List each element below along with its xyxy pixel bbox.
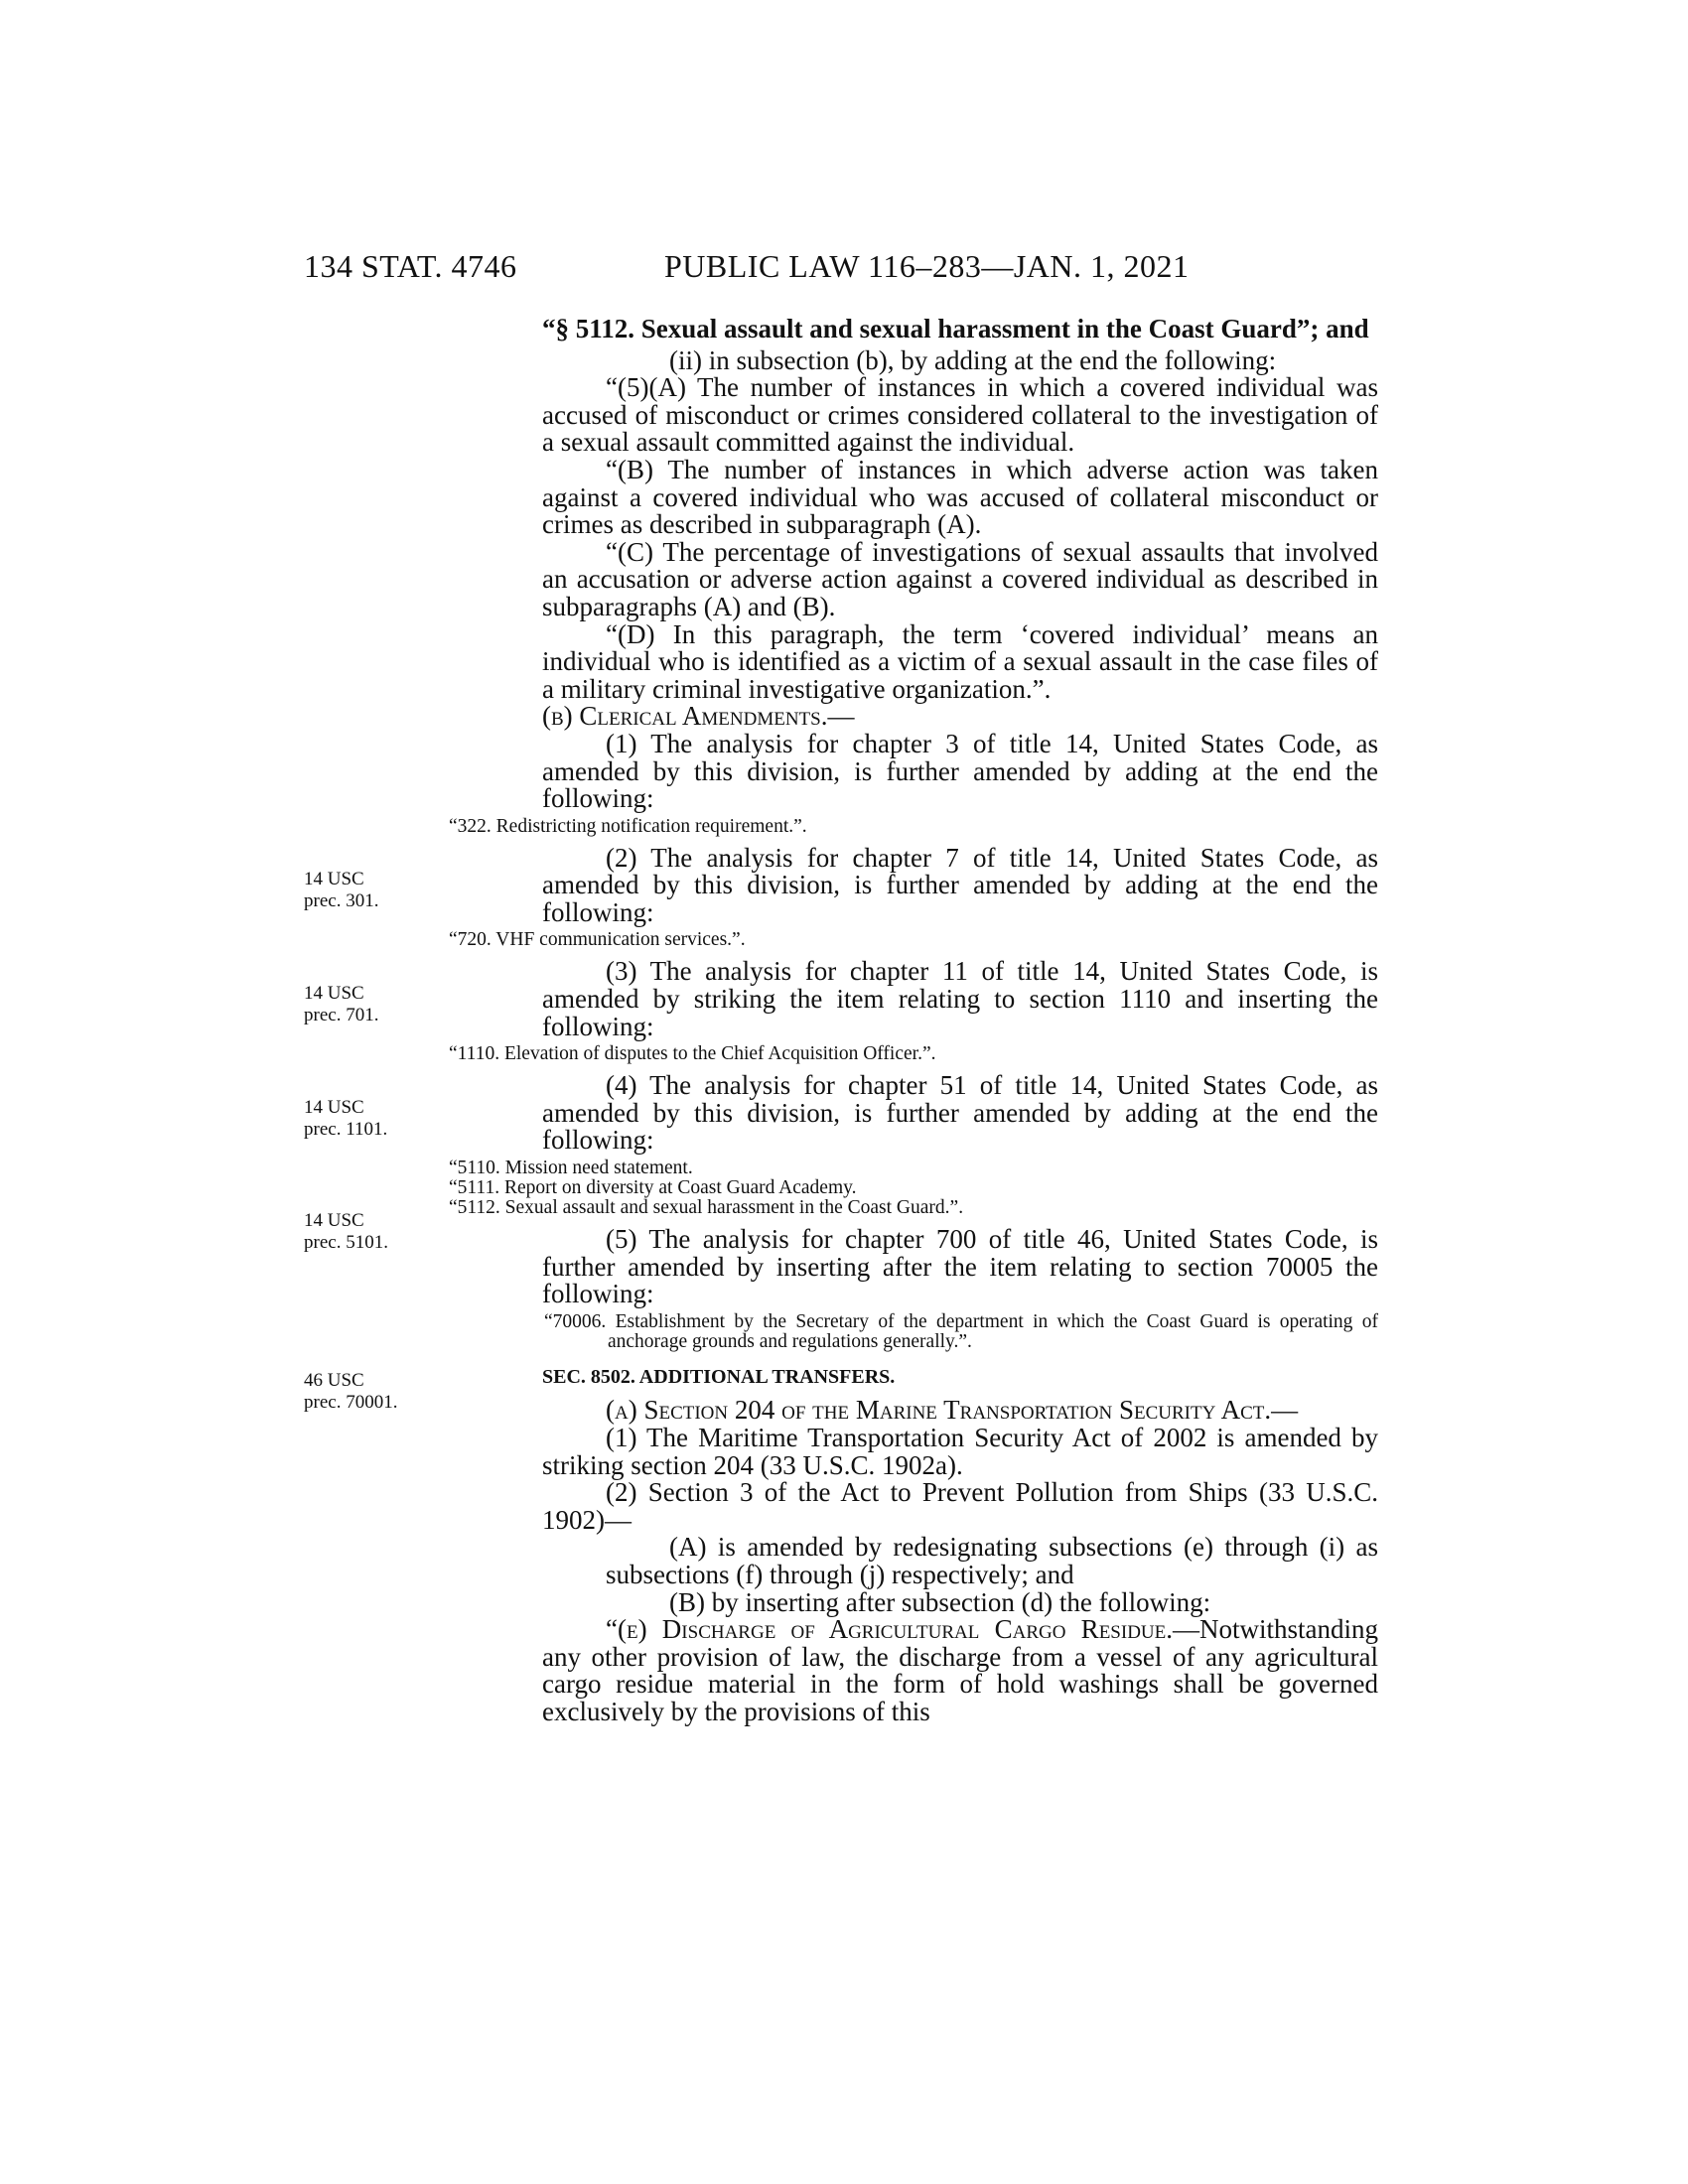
- paragraph-4: (4) The analysis for chapter 51 of title 14, United States Code, as amended by this division, is further amended by adding at the end the following:: [542, 1070, 1378, 1156]
- margin-note-4: [304, 1210, 388, 1254]
- item-5110: “5110. Mission need statement.: [449, 1158, 693, 1179]
- margin-note-line: 14 USC: [304, 1210, 364, 1231]
- item-720: “720. VHF communication services.”.: [449, 929, 746, 951]
- paragraph-1: (1) The analysis for chapter 3 of title 14, United States Code, as amended by this division, is further amended by adding at the end the following:: [542, 728, 1378, 814]
- subsection-e-heading: “(e) Discharge of Agricultural Cargo Residue.: [606, 1614, 1173, 1645]
- margin-note-line: prec. 701.: [304, 1005, 379, 1025]
- paragraph-2: (2) The analysis for chapter 7 of title 14, United States Code, as amended by this division, is further amended by adding at the end the following:: [542, 842, 1378, 927]
- margin-note-line: prec. 70001.: [304, 1392, 398, 1413]
- paragraph-a2: (2) Section 3 of the Act to Prevent Pollution from Ships (33 U.S.C. 1902)—: [542, 1477, 1378, 1535]
- page-stat-number: 134 STAT. 4746: [304, 248, 517, 284]
- margin-note-line: 14 USC: [304, 1097, 364, 1118]
- paragraph-5: (5) The analysis for chapter 700 of title 46, United States Code, is further amended by inserting after the item relating to section 70005 the following:: [542, 1224, 1378, 1309]
- margin-note-2: [304, 983, 378, 1026]
- margin-note-line: prec. 1101.: [304, 1119, 388, 1140]
- subsection-a-heading: (a) Section 204 of the Marine Transportation Security Act.—: [606, 1395, 1299, 1426]
- margin-note-line: prec. 301.: [304, 890, 379, 911]
- paragraph-D: “(D) In this paragraph, the term ‘covered individual’ means an individual who is identified as a victim of a sexual assault in the case files of a military criminal investigative organization.”.: [542, 618, 1378, 704]
- paragraph-5A: “(5)(A) The number of instances in which a covered individual was accused of misconduct or crimes considered collateral to the investigation of a sexual assault committed against the individual.: [542, 372, 1378, 458]
- margin-note-line: 14 USC: [304, 869, 364, 889]
- margin-note-line: 46 USC: [304, 1370, 364, 1391]
- section-8502-heading: SEC. 8502. ADDITIONAL TRANSFERS.: [542, 1365, 896, 1388]
- margin-note-3: [304, 1097, 387, 1141]
- subsection-e-text: —Notwithstanding any other provision of law, the discharge from a vessel of any agricultural cargo residue material in the form of hold washings shall be governed exclusively by the provisions of this: [542, 1614, 1378, 1726]
- document-body: [449, 314, 1378, 1726]
- item-5111: “5111. Report on diversity at Coast Guard Academy.: [449, 1177, 857, 1199]
- item-322: “322. Redistricting notification requirement.”.: [449, 815, 807, 837]
- paragraph-aB: (B) by inserting after subsection (d) the following:: [669, 1586, 1211, 1617]
- paragraph-e: [542, 1616, 1378, 1725]
- paragraph-3: (3) The analysis for chapter 11 of title 14, United States Code, is amended by striking the item relating to section 1110 and inserting the following:: [542, 956, 1378, 1041]
- margin-note-1: [304, 869, 378, 912]
- paragraph-ii: (ii) in subsection (b), by adding at the end the following:: [669, 344, 1277, 375]
- section-title: “§ 5112. Sexual assault and sexual harassment in the Coast Guard”; and: [542, 314, 1369, 343]
- margin-note-line: prec. 5101.: [304, 1232, 388, 1253]
- paragraph-B: “(B) The number of instances in which adverse action was taken against a covered individual who was accused of collateral misconduct or crimes as described in subparagraph (A).: [542, 454, 1378, 540]
- running-header: PUBLIC LAW 116–283—JAN. 1, 2021: [664, 248, 1190, 284]
- paragraph-C: “(C) The percentage of investigations of sexual assaults that involved an accusation or adverse action against a covered individual as described in subparagraphs (A) and (B).: [542, 536, 1378, 621]
- margin-note-line: 14 USC: [304, 983, 364, 1004]
- item-1110: “1110. Elevation of disputes to the Chief Acquisition Officer.”.: [449, 1043, 936, 1065]
- margin-note-5: [304, 1370, 397, 1414]
- paragraph-aA: (A) is amended by redesignating subsections (e) through (i) as subsections (f) through (j) respectively; and: [606, 1532, 1378, 1589]
- item-70006: “70006. Establishment by the Secretary of the department in which the Coast Guard is operating of anchorage grounds and regulations generally.”.: [544, 1310, 1378, 1352]
- item-5112: “5112. Sexual assault and sexual harassment in the Coast Guard.”.: [449, 1197, 964, 1219]
- clerical-amendments-heading: (b) Clerical Amendments.—: [542, 701, 855, 732]
- paragraph-a1: (1) The Maritime Transportation Security Act of 2002 is amended by striking section 204 (33 U.S.C. 1902a).: [542, 1423, 1378, 1480]
- items-5110-5112: [449, 1159, 1378, 1218]
